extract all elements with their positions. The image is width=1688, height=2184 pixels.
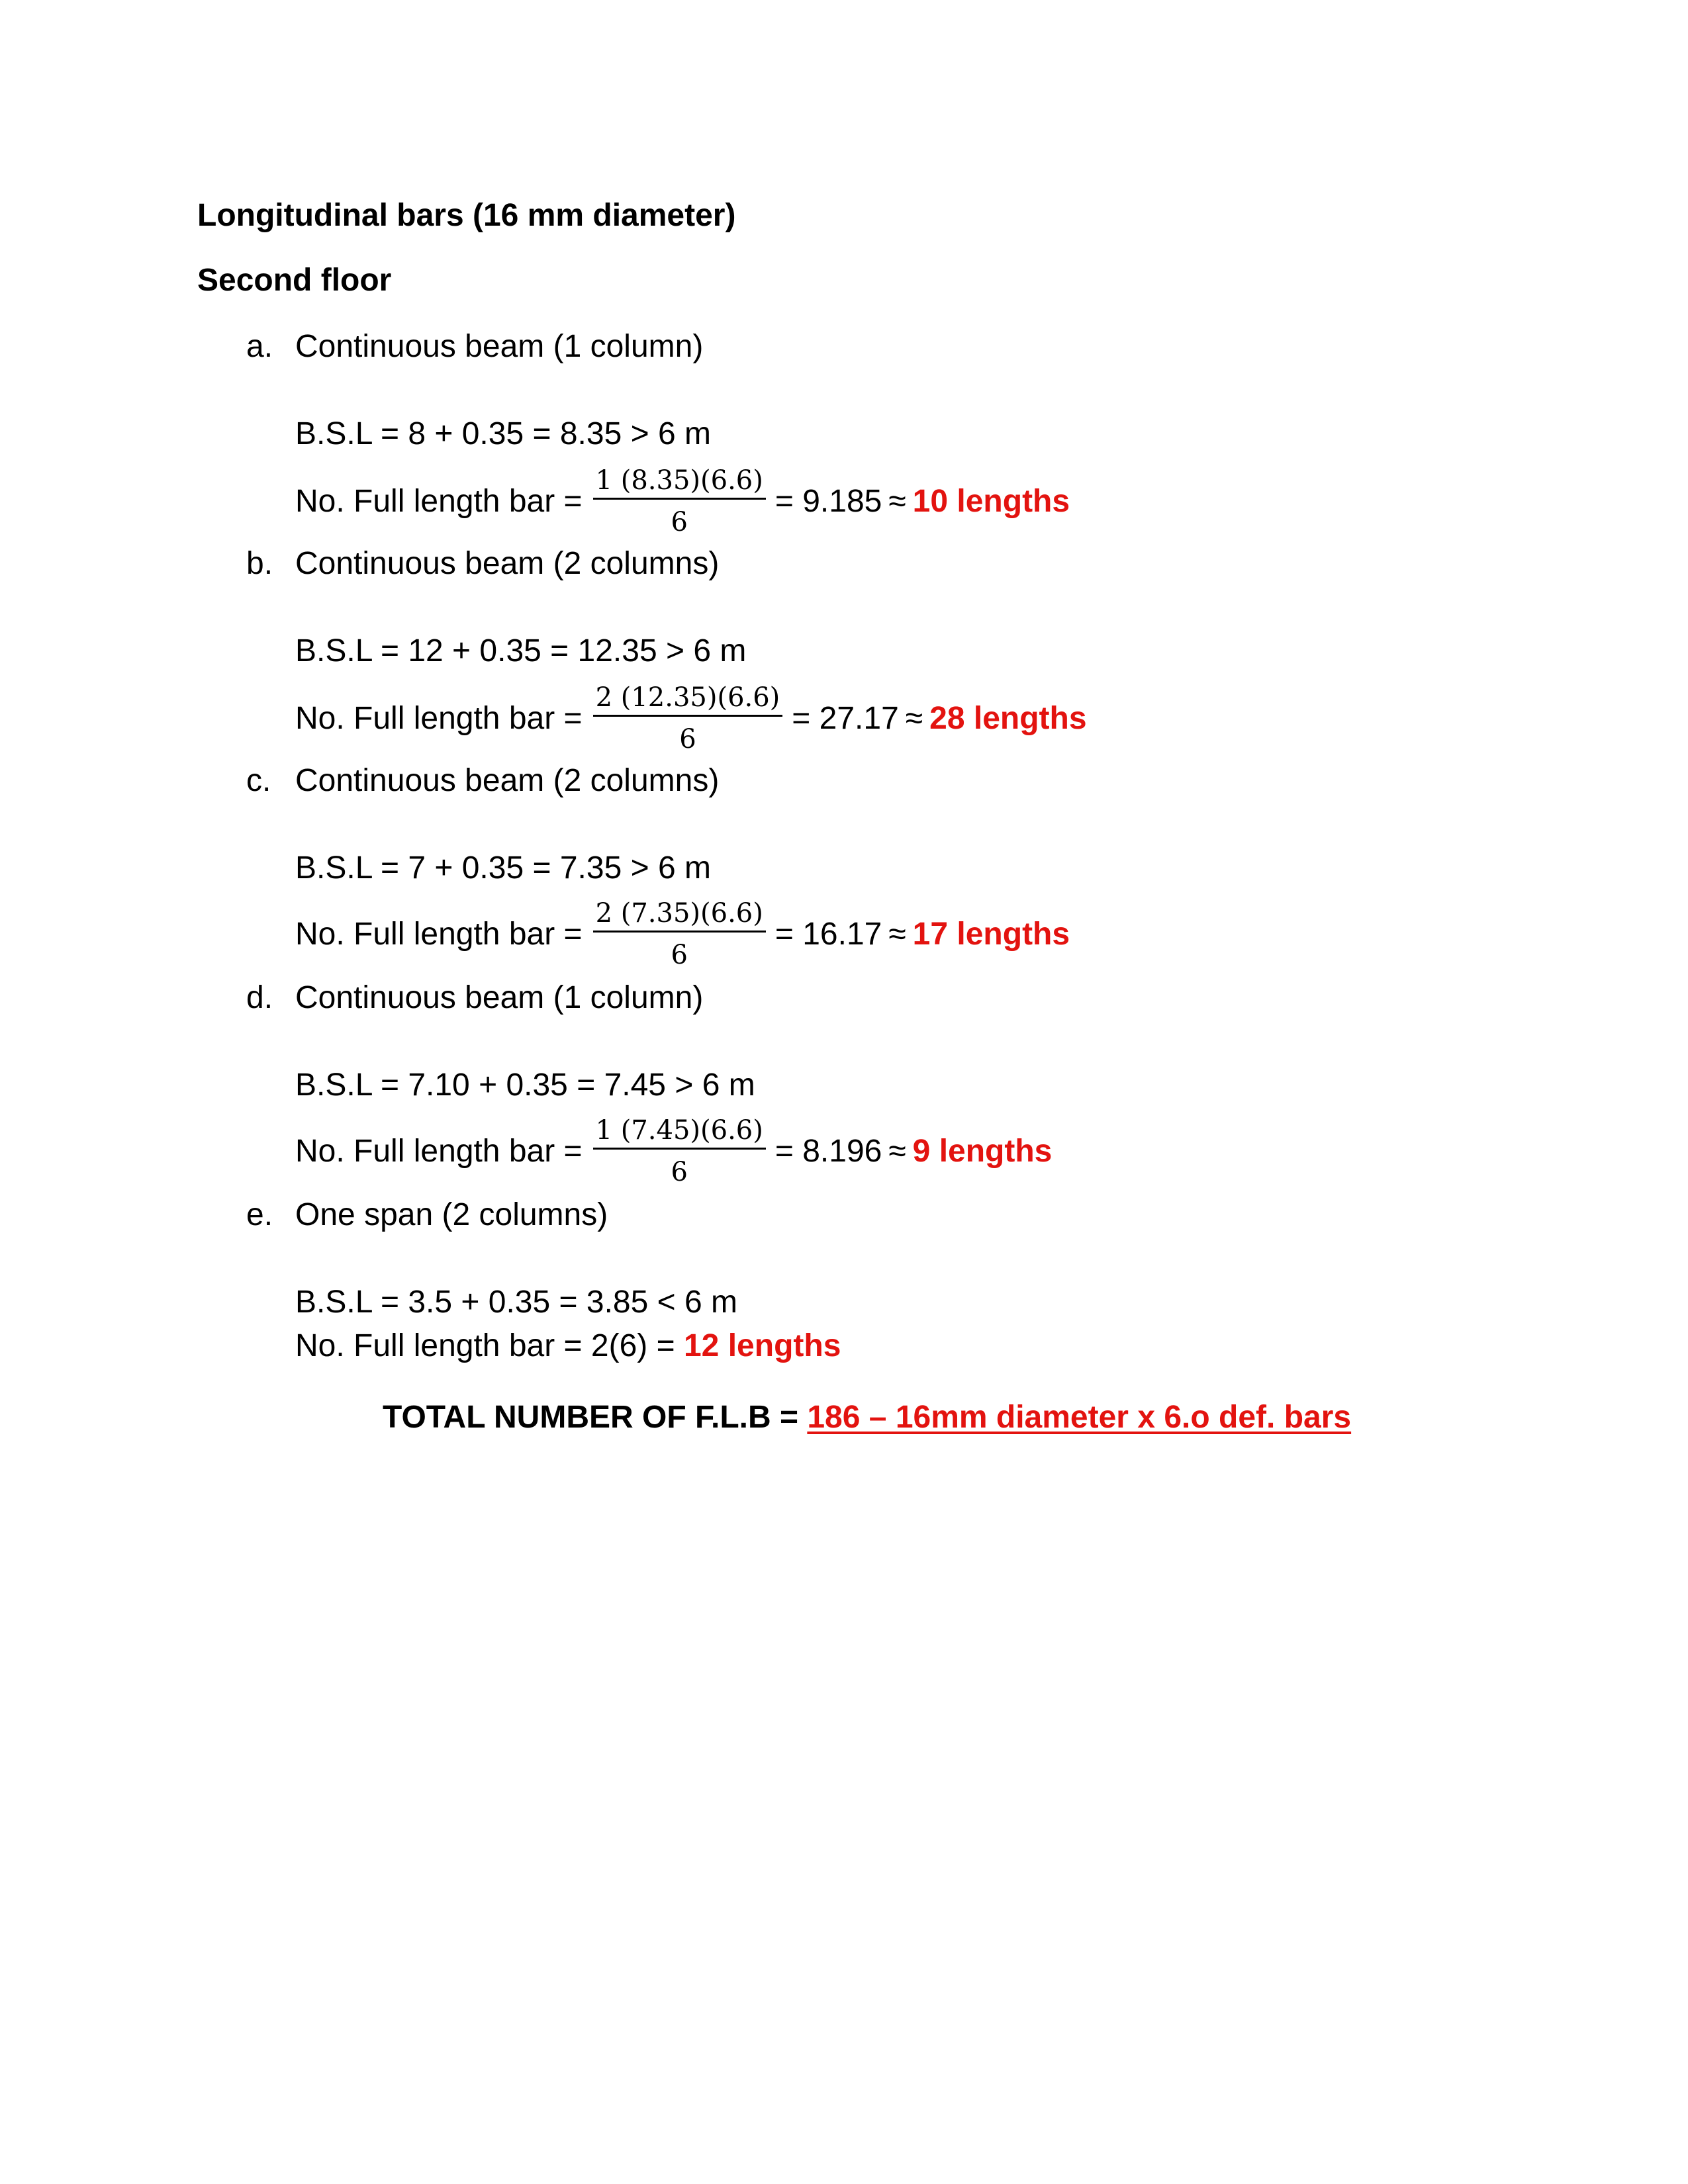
item-e-calculation [295,1330,841,1362]
item-b-title [246,548,719,580]
item-b-fraction [593,684,783,752]
item-c-calculation [295,891,1070,977]
item-e-label: One span (2 columns) [295,1197,608,1232]
item-d-calc-label: No. Full length bar = [295,1133,583,1169]
item-a-answer: 10 lengths [912,483,1070,519]
item-e-title [246,1199,608,1231]
total-answer: 186 – 16mm diameter x 6.o def. bars [807,1400,1352,1435]
item-a-fraction [593,467,766,535]
item-a-numerator: 1 (8.35)(6.6) [593,467,766,500]
item-b-bsl: B.S.L = 12 + 0.35 = 12.35 > 6 m [295,633,747,668]
item-e-letter: e. [246,1197,273,1232]
item-c-answer: 17 lengths [912,916,1070,952]
item-d-result: = 8.196 [774,1133,882,1169]
section-subtitle: Second floor [197,263,392,298]
item-b-numerator: 2 (12.35)(6.6) [593,684,783,717]
item-a-label: Continuous beam (1 column) [295,329,704,364]
item-a-denominator: 6 [671,506,688,537]
item-d-fraction [593,1117,766,1185]
section-title: Longitudinal bars (16 mm diameter) [197,198,736,233]
item-b-result: = 27.17 [792,700,899,736]
item-c-denominator: 6 [671,939,688,970]
item-b-letter: b. [246,546,273,581]
item-b-label: Continuous beam (2 columns) [295,546,720,581]
item-a-result: = 9.185 [774,483,882,519]
item-a-letter: a. [246,329,273,364]
item-e-bsl: B.S.L = 3.5 + 0.35 = 3.85 < 6 m [295,1285,738,1320]
item-a-approx: ≈ [888,483,906,519]
item-c-calc-label: No. Full length bar = [295,916,583,952]
item-d-approx: ≈ [888,1133,906,1169]
item-a-bsl: B.S.L = 8 + 0.35 = 8.35 > 6 m [295,416,711,451]
item-d-letter: d. [246,980,273,1015]
item-c-approx: ≈ [888,916,906,952]
item-d-answer: 9 lengths [912,1133,1053,1169]
item-a-calculation [295,458,1070,544]
item-b-calc-label: No. Full length bar = [295,700,583,736]
item-b-calculation [295,675,1087,761]
item-d-calculation [295,1108,1052,1194]
item-c-label: Continuous beam (2 columns) [295,763,720,798]
item-b-approx: ≈ [905,700,923,736]
item-c-letter: c. [246,763,271,798]
item-d-bsl: B.S.L = 7.10 + 0.35 = 7.45 > 6 m [295,1068,755,1103]
item-c-numerator: 2 (7.35)(6.6) [593,900,766,933]
item-c-title [246,765,719,797]
item-c-fraction [593,897,766,970]
item-b-denominator: 6 [679,723,696,754]
total-line [383,1402,1351,1433]
item-a-title [246,331,703,363]
item-c-result: = 16.17 [774,916,882,952]
item-d-denominator: 6 [671,1156,688,1187]
item-a-calc-label: No. Full length bar = [295,483,583,519]
total-label: TOTAL NUMBER OF F.L.B = [383,1400,799,1435]
item-e-answer: 12 lengths [683,1328,841,1363]
item-c-bsl: B.S.L = 7 + 0.35 = 7.35 > 6 m [295,850,711,886]
item-d-title [246,982,703,1014]
item-b-answer: 28 lengths [929,700,1087,736]
item-d-label: Continuous beam (1 column) [295,980,704,1015]
item-e-calc-label: No. Full length bar = 2(6) = [295,1328,675,1363]
item-d-numerator: 1 (7.45)(6.6) [593,1117,766,1150]
